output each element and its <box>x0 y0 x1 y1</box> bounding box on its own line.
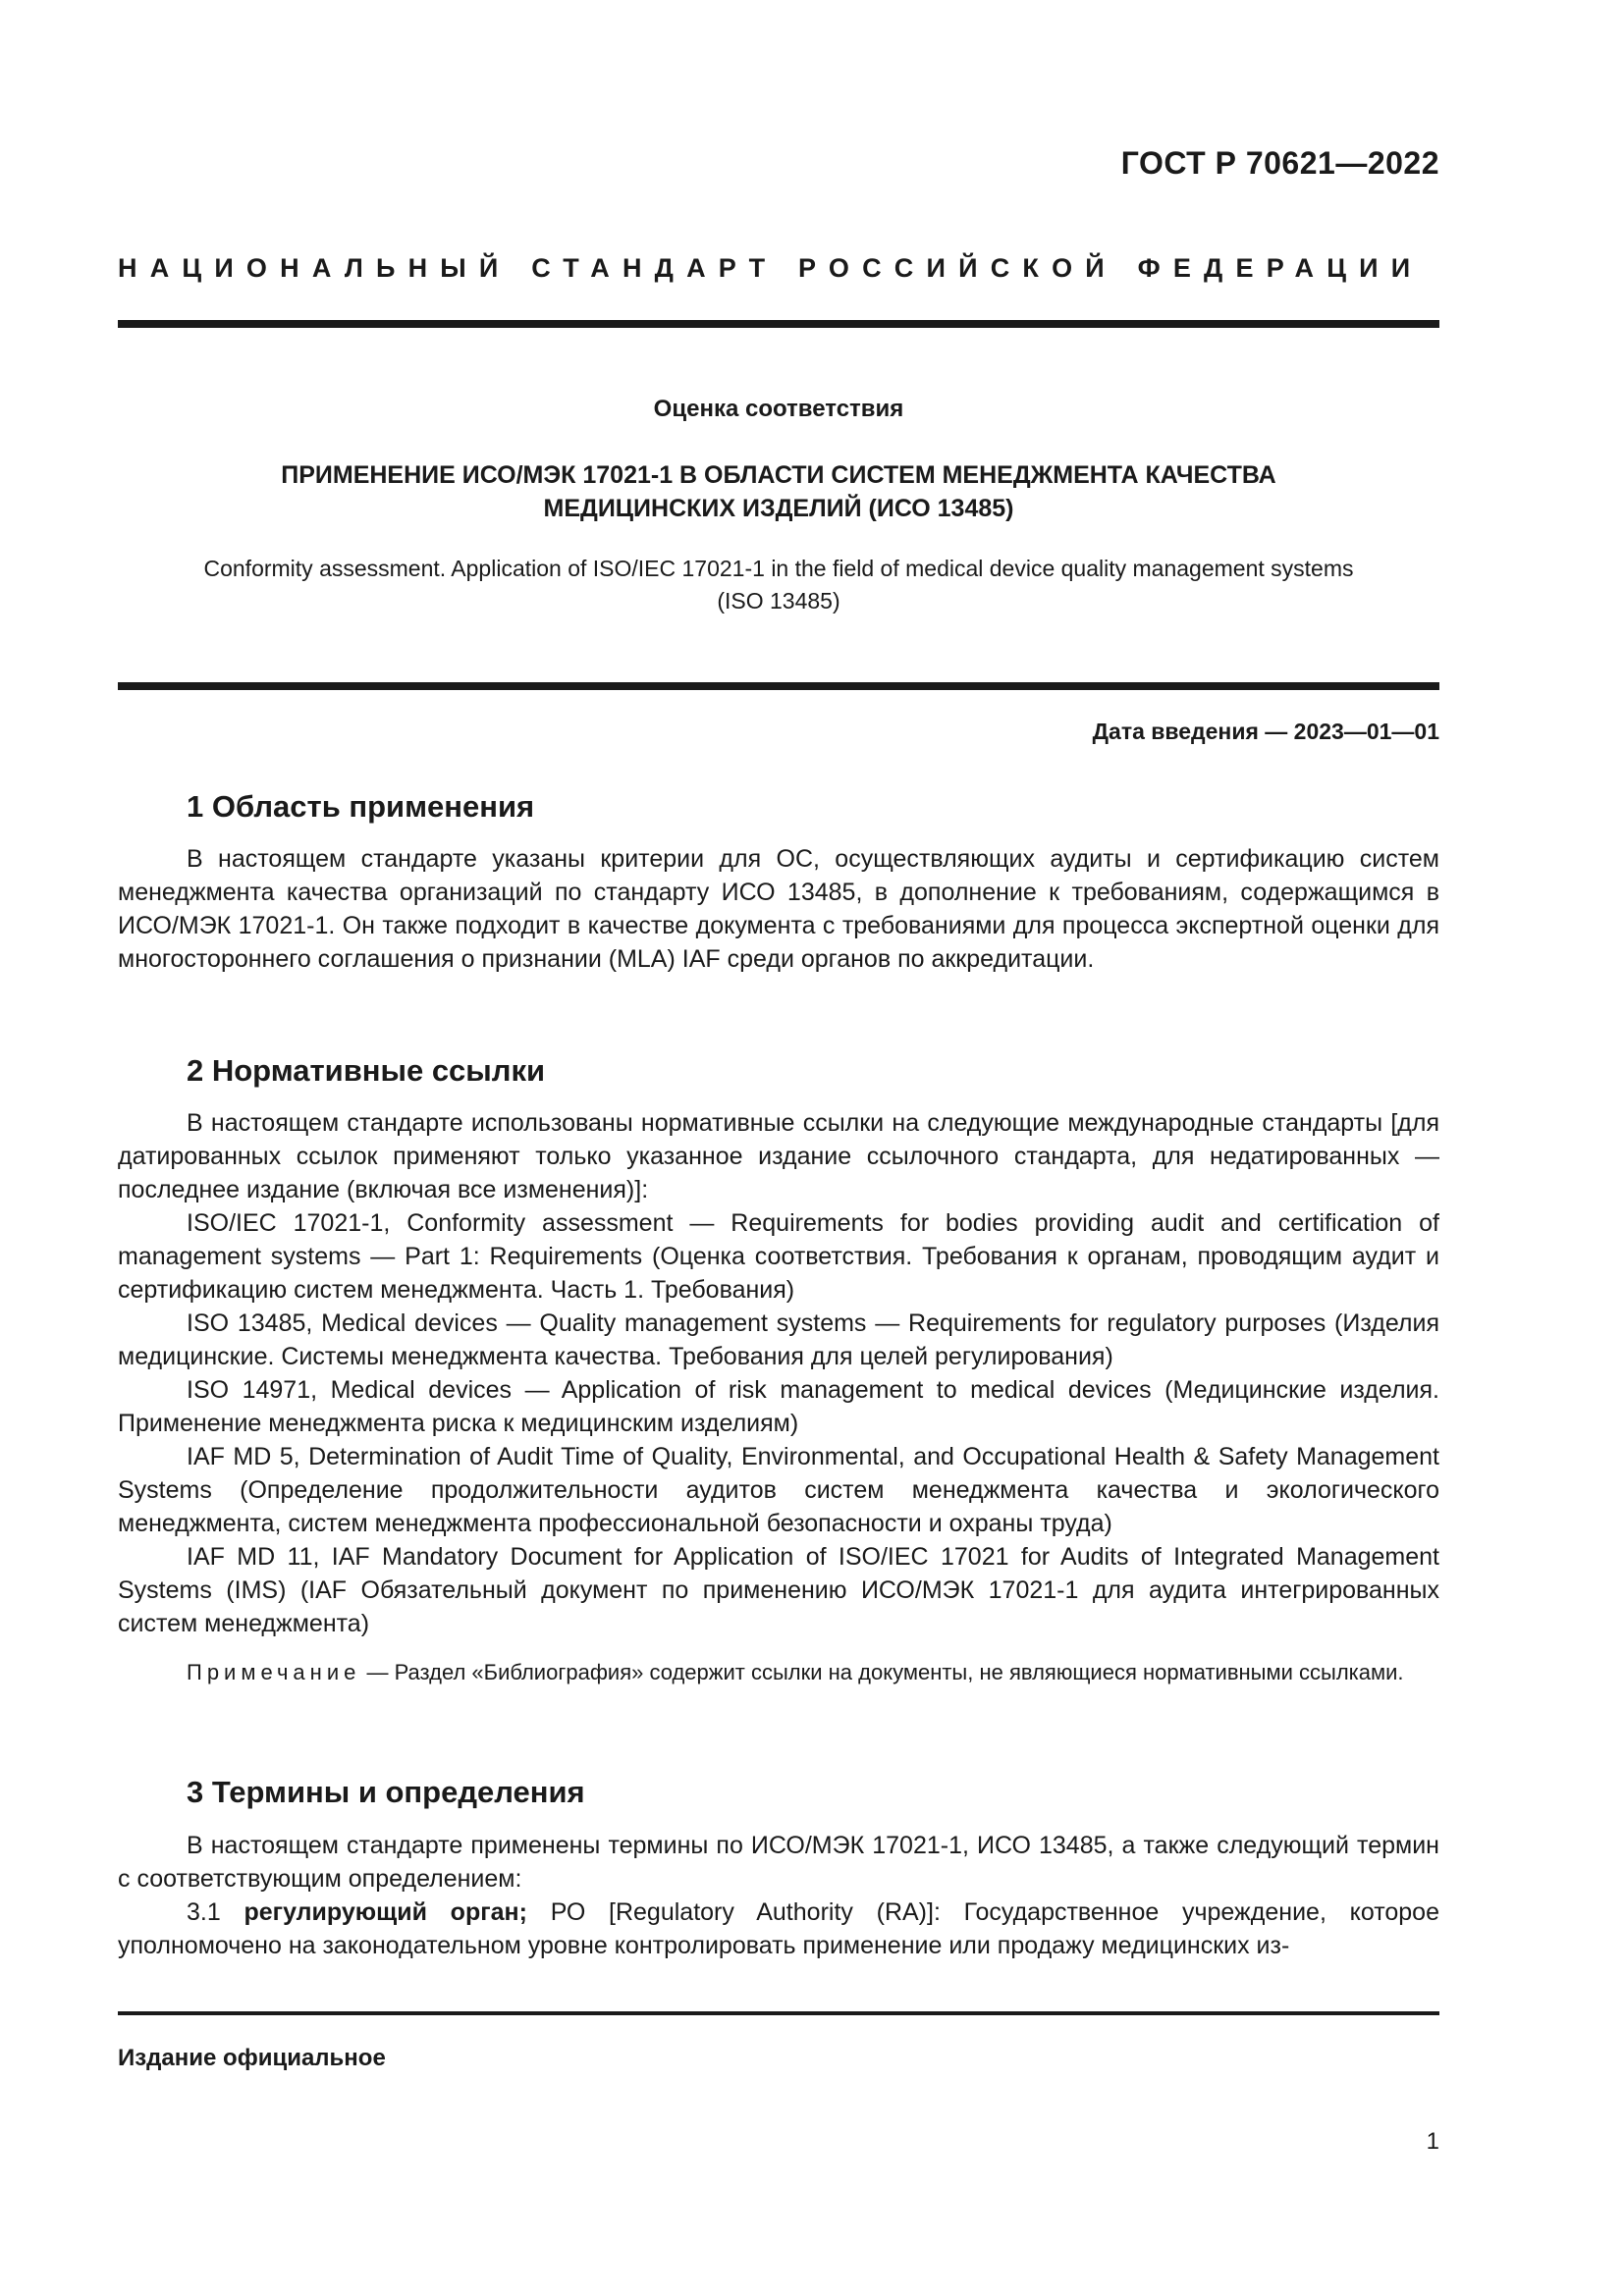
russian-title <box>118 458 1439 525</box>
document-code: ГОСТ Р 70621—2022 <box>1120 145 1439 181</box>
term-3-1 <box>118 1896 1439 1962</box>
official-edition-label: Издание официальное <box>118 2045 386 2071</box>
reference-item: IAF MD 11, IAF Mandatory Document for Application of ISO/IEC 17021 for Audits of Integrated Management Systems (IMS) (IAF Обязательный документ по применению ИСО/МЭК 17021-1 для аудита интегрированных систем менеджмента) <box>118 1543 1439 1637</box>
russian-title-line-2: МЕДИЦИНСКИХ ИЗДЕЛИЙ (ИСО 13485) <box>543 495 1014 522</box>
section-2-note <box>118 1657 1439 1688</box>
section-1-body <box>118 842 1439 976</box>
section-2-paragraph: В настоящем стандарте использованы нормативные ссылки на следующие международные стандарты [для датированных ссылок применяют только указанное издание ссылочного стандарта, для недатированных — последнее издание (включая все изменения)]: <box>118 1109 1439 1203</box>
section-2-body <box>118 1106 1439 1640</box>
term-definition: РО [Regulatory Authority (RA)]: Государственное учреждение, которое уполномочено на законодательном уровне контролировать применение или продажу медицинских из- <box>118 1898 1439 1959</box>
english-title <box>118 553 1439 617</box>
section-3-intro: В настоящем стандарте применены термины по ИСО/МЭК 17021-1, ИСО 13485, а также следующий термин с соответствующим определением: <box>118 1832 1439 1893</box>
document-subject: Оценка соответствия <box>653 396 904 422</box>
national-standard-banner: НАЦИОНАЛЬНЫЙ СТАНДАРТ РОССИЙСКОЙ ФЕДЕРАЦИИ <box>118 253 1424 283</box>
title-rule <box>118 682 1439 690</box>
reference-item: ISO 14971, Medical devices — Application of risk management to medical devices (Медицинские изделия. Применение менеджмента риска к медицинским изделиям) <box>118 1376 1439 1437</box>
top-rule <box>118 320 1439 328</box>
term-number: 3.1 <box>187 1898 244 1926</box>
note-label: Примечание <box>187 1660 361 1684</box>
note-text: — Раздел «Библиография» содержит ссылки на документы, не являющиеся нормативными ссылками. <box>360 1660 1404 1684</box>
footer-rule <box>118 2011 1439 2015</box>
section-2-heading: 2 Нормативные ссылки <box>187 1053 546 1088</box>
english-title-line-1: Conformity assessment. Application of ISO/IEC 17021-1 in the field of medical device quality management systems <box>203 556 1354 581</box>
page-number: 1 <box>1426 2128 1439 2155</box>
term-name: регулирующий орган; <box>244 1898 527 1926</box>
introduction-date: Дата введения — 2023—01—01 <box>1092 719 1439 744</box>
section-3-body <box>118 1829 1439 1962</box>
english-title-line-2: (ISO 13485) <box>717 588 840 614</box>
reference-item: ISO/IEC 17021-1, Conformity assessment — Requirements for bodies providing audit and certification of management systems — Part 1: Requirements (Оценка соответствия. Требования к органам, проводящим аудит и сертификацию систем менеджмента. Часть 1. Требования) <box>118 1209 1439 1304</box>
russian-title-line-1: ПРИМЕНЕНИЕ ИСО/МЭК 17021-1 В ОБЛАСТИ СИСТЕМ МЕНЕДЖМЕНТА КАЧЕСТВА <box>281 461 1276 489</box>
section-1-heading: 1 Область применения <box>187 789 535 824</box>
reference-item: ISO 13485, Medical devices — Quality management systems — Requirements for regulatory purposes (Изделия медицинские. Системы менеджмента качества. Требования для целей регулирования) <box>118 1309 1439 1370</box>
document-page <box>118 0 1439 2296</box>
section-3-heading: 3 Термины и определения <box>187 1775 585 1809</box>
reference-item: IAF MD 5, Determination of Audit Time of Quality, Environmental, and Occupational Health & Safety Management Systems (Определение продолжительности аудитов систем менеджмента качества и экологического менеджмента, систем менеджмента профессиональной безопасности и охраны труда) <box>118 1443 1439 1537</box>
section-1-paragraph: В настоящем стандарте указаны критерии для ОС, осуществляющих аудиты и сертификацию систем менеджмента качества организаций по стандарту ИСО 13485, в дополнение к требованиям, содержащимся в ИСО/МЭК 17021-1. Он также подходит в качестве документа с требованиями для процесса экспертной оценки для многостороннего соглашения о признании (MLA) IAF среди органов по аккредитации. <box>118 845 1439 973</box>
